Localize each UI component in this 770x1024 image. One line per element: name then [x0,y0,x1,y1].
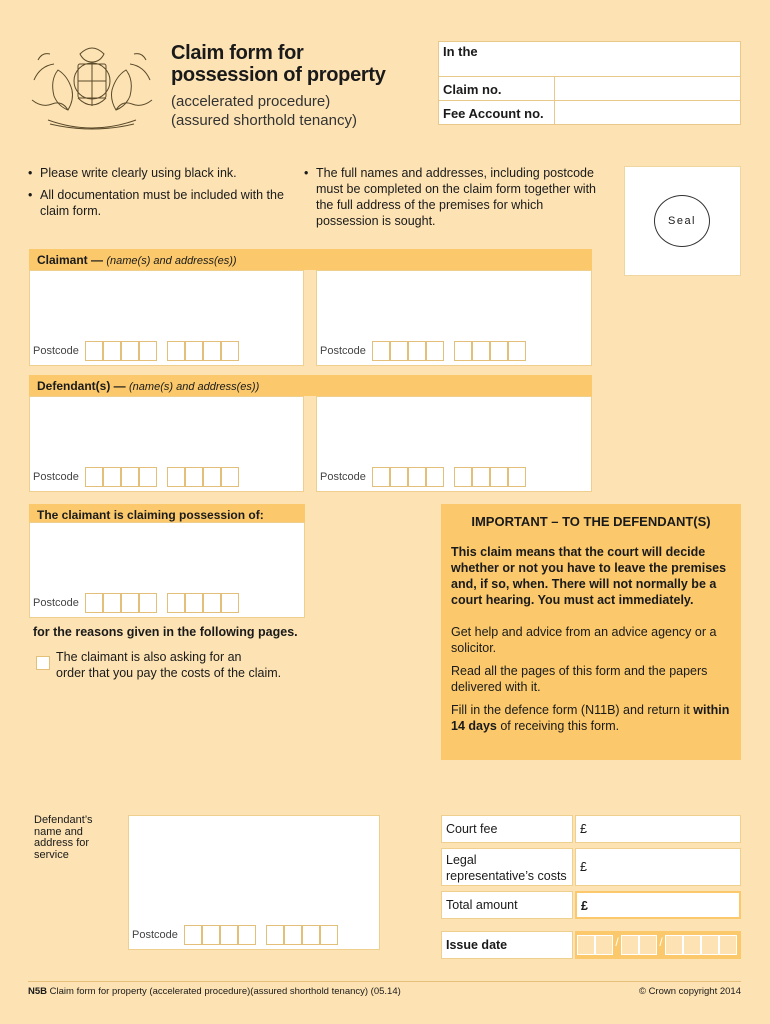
costs-checkbox[interactable] [36,656,50,670]
postcode-row [33,467,239,487]
postcode-row [33,341,239,361]
postcode-label: Postcode [33,471,79,483]
claimant-address-box-1[interactable] [29,270,304,366]
service-address-box[interactable] [128,815,380,950]
possession-heading: The claimant is claiming possession of: [29,504,305,525]
postcode-input[interactable] [184,925,338,945]
service-label [34,815,93,861]
claimant-address-box-2[interactable] [316,270,592,366]
instruction-item: • Please write clearly using black ink. [28,165,298,181]
in-the-label: In the [443,44,478,59]
postcode-input[interactable] [372,341,526,361]
subtitle-line: (accelerated procedure) [171,93,331,110]
deadline-text: within 14 days [451,703,730,733]
important-notice [441,504,741,760]
royal-coat-of-arms-logo [28,40,156,132]
title-line: Claim form for [171,42,304,64]
postcode-input[interactable] [85,341,239,361]
court-fee-field[interactable]: £ [575,815,741,843]
claimant-heading-text: Claimant — [37,253,104,267]
important-heading: IMPORTANT – TO THE DEFENDANT(S) [471,514,711,529]
para-text: Fill in the defence form (N11B) and return it [451,703,694,717]
reasons-text: for the reasons given in the following pages. [33,625,298,639]
footer-copyright: © Crown copyright 2014 [638,986,741,997]
costs-line: order that you pay the costs of the claim. [56,666,282,680]
postcode-label: Postcode [320,471,366,483]
claimant-heading [29,249,592,270]
claimant-heading-note: (name(s) and address(es)) [106,255,237,267]
seal-box [624,166,741,276]
postcode-input[interactable] [85,467,239,487]
court-fee-label: Court fee [441,815,573,843]
issue-date-label: Issue date [441,931,573,959]
defendant-heading-text: Defendant(s) — [37,379,126,393]
costs-line: The claimant is also asking for an [56,650,242,664]
footer-left [28,986,401,997]
court-fee-row [441,815,741,843]
form-title [171,42,386,86]
legal-costs-row [441,848,741,886]
premises-address-box[interactable] [29,522,305,618]
defendant-address-box-1[interactable] [29,396,304,492]
important-bold-para: This claim means that the court will decide whether or not you have to leave the premises and, if so, when. There will not normally be a court hearing. You must act immediately. [451,545,727,607]
issue-date-row [441,931,741,959]
important-para: Read all the pages of this form and the papers delivered with it. [451,664,708,694]
postcode-row [132,925,338,945]
postcode-label: Postcode [33,345,79,357]
postcode-label: Postcode [320,345,366,357]
service-label-line: Defendant’s [34,814,93,826]
postcode-label: Postcode [132,929,178,941]
legal-costs-line: representative’s costs [446,869,567,883]
important-para [451,702,731,734]
form-code: N5B [28,986,48,997]
court-details-box [438,41,741,125]
important-para: Get help and advice from an advice agency or a solicitor. [451,625,717,655]
fee-account-no-field[interactable] [555,101,739,124]
instruction-item: • The full names and addresses, including postcode must be completed on the claim form together with the full address of the premises for which possession is sought. [304,165,604,229]
defendant-heading [29,375,592,396]
total-label: Total amount [441,891,573,919]
title-line: possession of property [171,64,386,86]
postcode-input[interactable] [85,593,239,613]
court-seal: Seal [654,195,710,247]
postcode-row [320,341,526,361]
service-label-line: service [34,848,69,861]
defendant-heading-note: (name(s) and address(es)) [129,381,260,393]
footer-divider [28,981,741,982]
total-field[interactable]: £ [575,891,741,919]
legal-costs-line: Legal [446,853,477,867]
para-text: of receiving this form. [496,719,620,733]
total-row [441,891,741,919]
defendant-address-box-2[interactable] [316,396,592,492]
postcode-row [320,467,526,487]
instructions-right [304,165,604,235]
legal-costs-label [441,848,573,886]
claim-no-field[interactable] [555,77,739,99]
service-label-line: address for [34,837,90,849]
form-description: Claim form for property (accelerated procedure)(assured shorthold tenancy) (05.14) [49,986,401,997]
postcode-row [33,593,239,613]
postcode-label: Postcode [33,597,79,609]
service-label-line: name and [34,825,83,838]
postcode-input[interactable] [372,467,526,487]
form-subtitle [171,92,357,130]
fee-account-no-label: Fee Account no. [443,106,544,121]
costs-text [56,649,281,681]
issue-date-field[interactable]: / / [575,931,741,959]
instructions-left [28,165,298,225]
subtitle-line: (assured shorthold tenancy) [171,112,357,129]
legal-costs-field[interactable]: £ [575,848,741,886]
claim-no-label: Claim no. [443,82,502,97]
instruction-item: • All documentation must be included with the claim form. [28,187,298,219]
